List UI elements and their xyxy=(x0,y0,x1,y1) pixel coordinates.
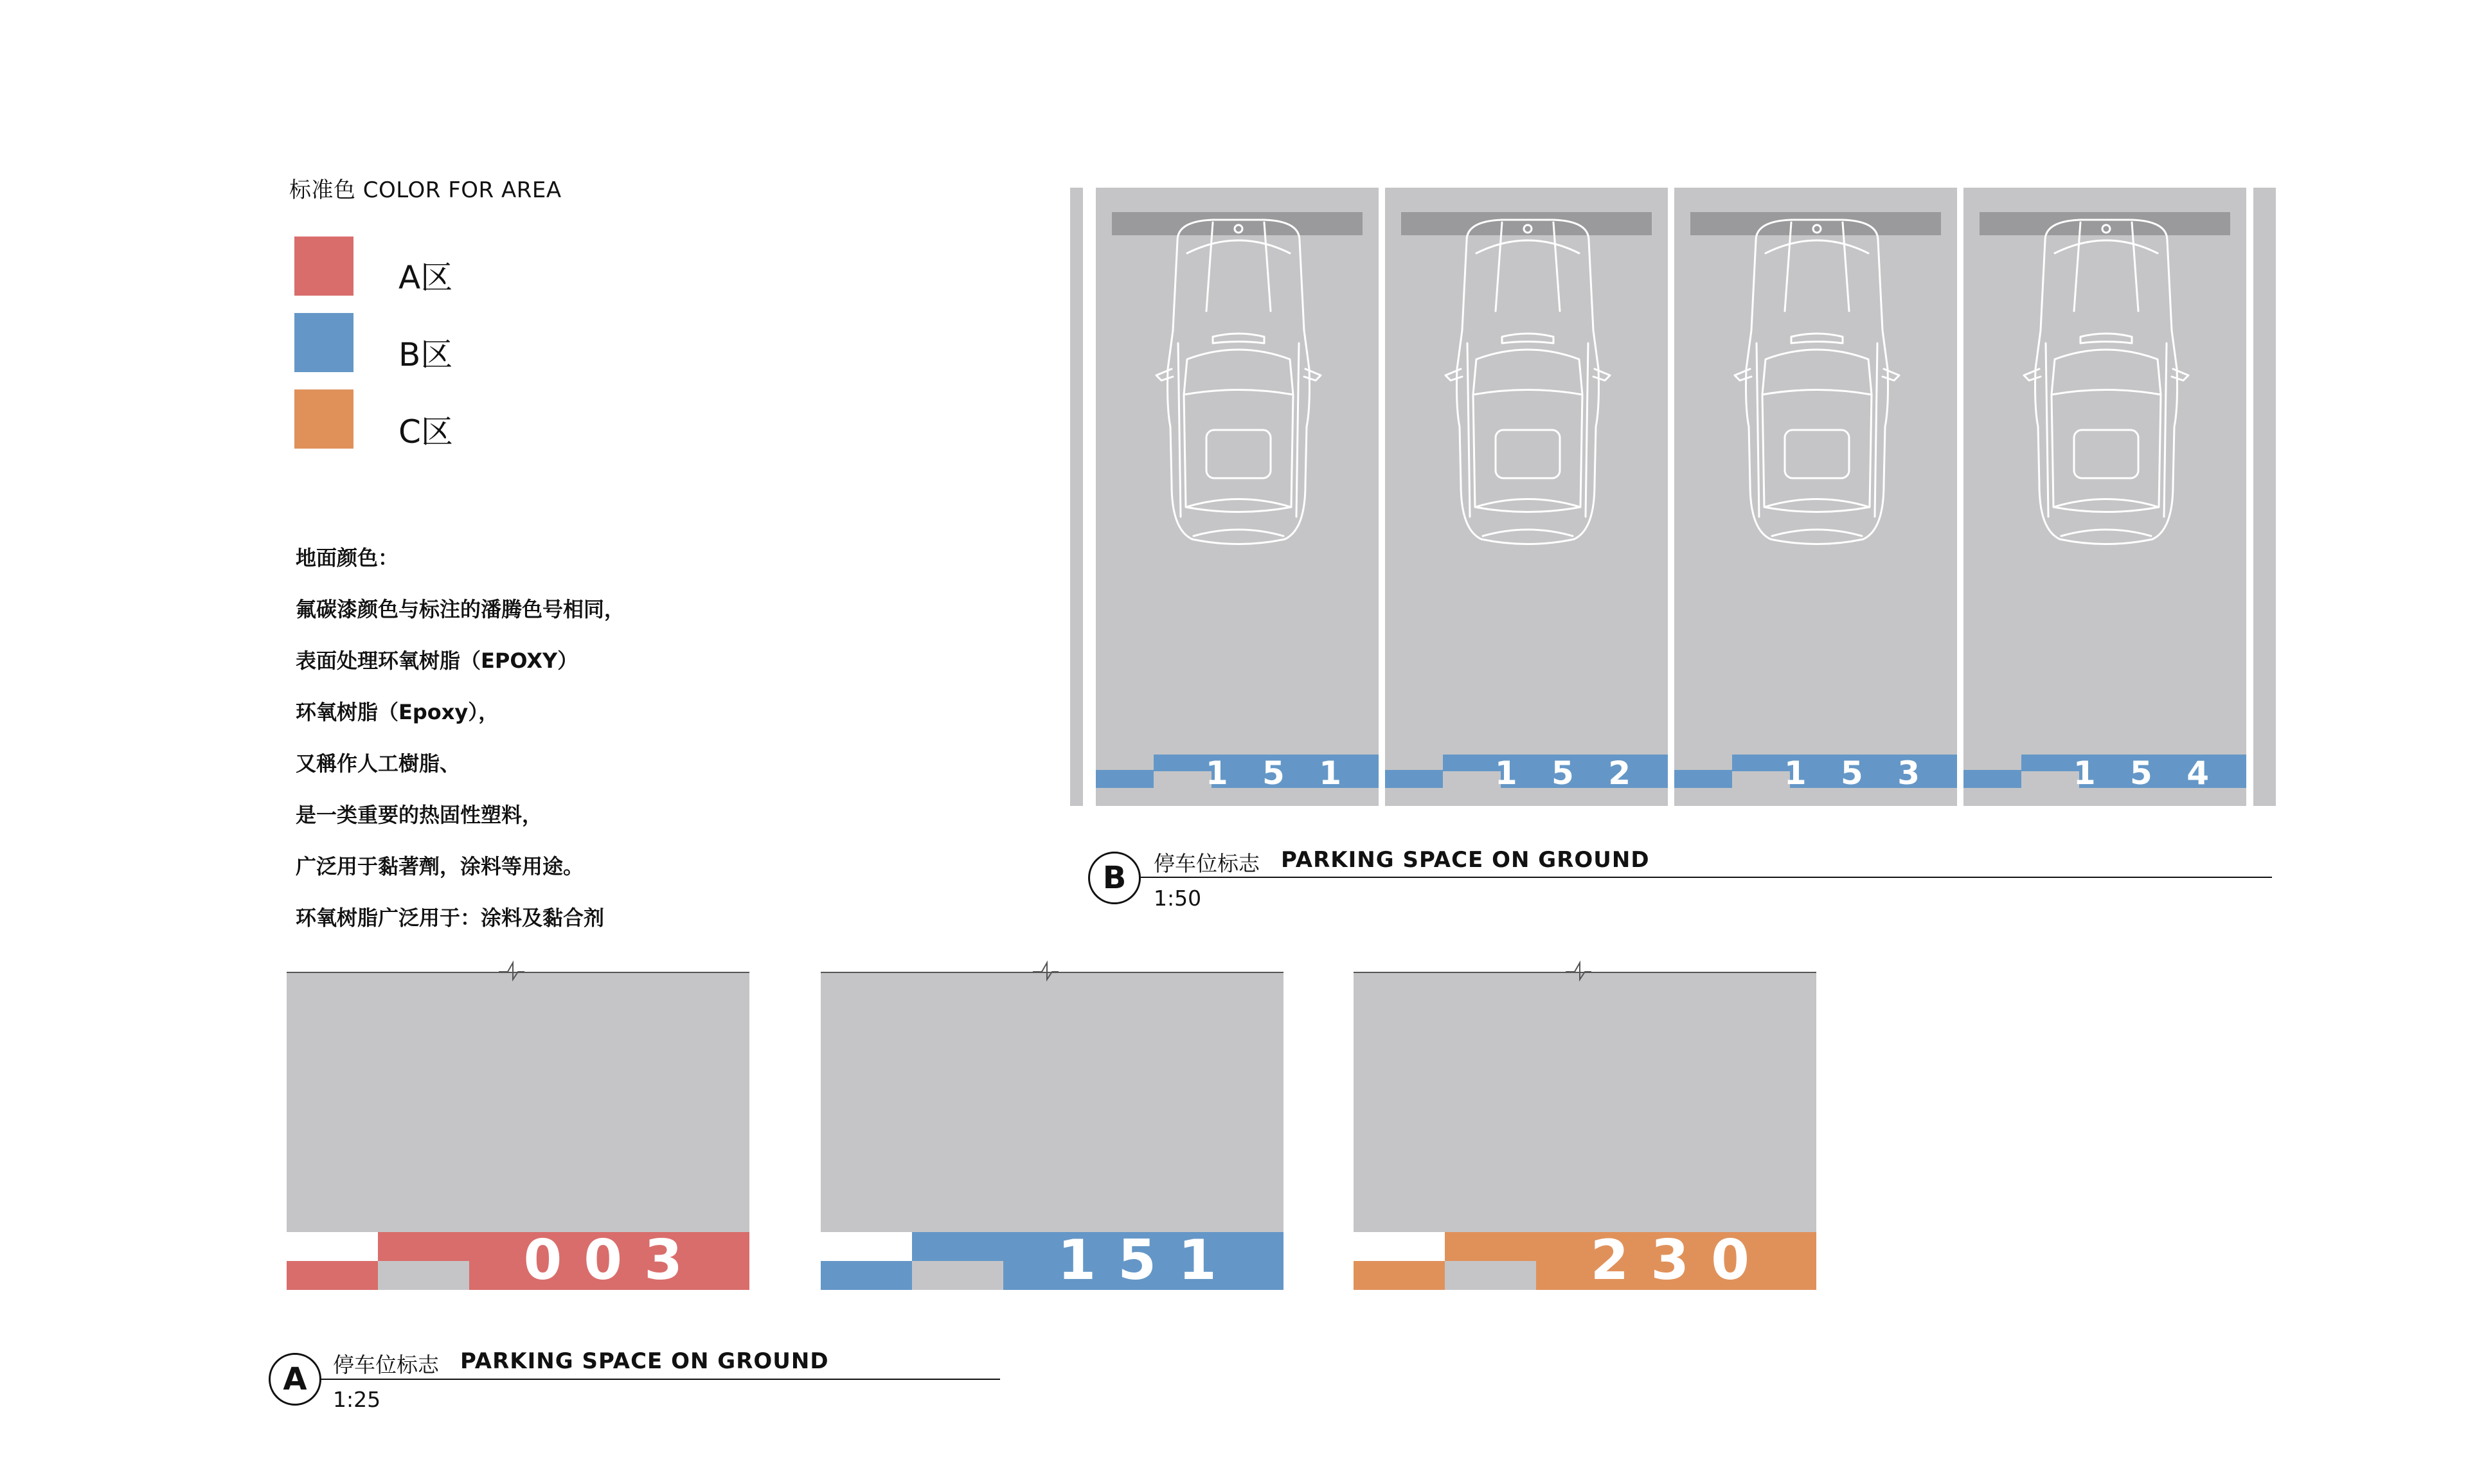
panel-number: 230 xyxy=(1590,1228,1771,1292)
panel-base-grey xyxy=(378,1261,469,1290)
break-mark-icon xyxy=(499,960,524,982)
note-line: 环氧树脂广泛用于：涂料及黏合剂 xyxy=(296,906,605,930)
break-mark-icon xyxy=(1033,960,1059,982)
note-line: 氟碳漆颜色与标注的潘腾色号相同， xyxy=(296,597,625,621)
bay-number: 1 5 1 xyxy=(1205,755,1353,792)
panel-ground xyxy=(821,972,1283,1232)
panel-base-left xyxy=(287,1261,378,1290)
swatch-label-a: A区 xyxy=(398,259,453,296)
bay-base-left xyxy=(1385,770,1443,788)
bay-edge-left xyxy=(1070,188,1083,806)
panel-base-grey xyxy=(1445,1261,1536,1290)
break-mark-icon xyxy=(1566,960,1591,982)
panel-b xyxy=(821,972,1283,1290)
note-line: 又稱作人工樹脂、 xyxy=(296,751,461,776)
swatch-b xyxy=(294,313,353,372)
panel-ground xyxy=(1354,972,1816,1232)
bay-number: 1 5 3 xyxy=(1784,755,1931,792)
bay-base-left xyxy=(1963,770,2021,788)
caption-a-cn: 停车位标志 xyxy=(333,1352,439,1377)
bay-153 xyxy=(1674,188,1957,806)
bay-edge-right xyxy=(2253,188,2276,806)
caption-b-cn: 停车位标志 xyxy=(1154,851,1260,876)
ground-color-notes xyxy=(296,519,625,956)
caption-b-en: PARKING SPACE ON GROUND xyxy=(1281,847,1650,873)
bay-base-grey xyxy=(1443,770,1501,788)
bay-152 xyxy=(1385,188,1668,806)
swatch-label-c: C区 xyxy=(398,413,453,451)
bay-ground xyxy=(1385,188,1668,806)
bay-number: 1 5 2 xyxy=(1494,755,1642,792)
bay-base-grey xyxy=(2021,770,2079,788)
panel-number: 151 xyxy=(1057,1228,1238,1292)
bay-151 xyxy=(1096,188,1379,806)
panel-base-left xyxy=(1354,1261,1445,1290)
caption-a-badge: A xyxy=(269,1353,321,1406)
bay-base-left xyxy=(1674,770,1732,788)
panel-number: 003 xyxy=(523,1228,704,1292)
panel-base-left xyxy=(821,1261,912,1290)
panel-a xyxy=(287,972,749,1290)
panel-base-grey xyxy=(912,1261,1003,1290)
note-line: 广泛用于黏著劑，涂料等用途。 xyxy=(296,854,584,879)
caption-b-badge: B xyxy=(1088,852,1141,904)
bay-ground xyxy=(1963,188,2246,806)
caption-a-en: PARKING SPACE ON GROUND xyxy=(460,1348,829,1374)
caption-b-scale: 1:50 xyxy=(1154,886,1202,911)
swatch-a xyxy=(294,237,353,296)
bay-ground xyxy=(1096,188,1379,806)
panel-c xyxy=(1354,972,1816,1290)
bay-base-grey xyxy=(1732,770,1790,788)
parking-bays-plan xyxy=(1070,188,2276,806)
note-line: 环氧树脂（Epoxy）， xyxy=(296,700,499,724)
bay-ground xyxy=(1674,188,1957,806)
panel-ground xyxy=(287,972,749,1232)
caption-a-line xyxy=(321,1379,1000,1380)
note-line: 地面颜色： xyxy=(296,546,399,570)
bay-base-grey xyxy=(1154,770,1212,788)
bay-base-left xyxy=(1096,770,1154,788)
bay-number: 1 5 4 xyxy=(2073,755,2221,792)
note-line: 表面处理环氧树脂（EPOXY） xyxy=(296,648,578,673)
note-line: 是一类重要的热固性塑料， xyxy=(296,803,543,827)
legend-title: 标准色 COLOR FOR AREA xyxy=(289,177,562,203)
swatch-label-b: B区 xyxy=(398,336,453,373)
bay-154 xyxy=(1963,188,2246,806)
caption-a-scale: 1:25 xyxy=(333,1387,381,1412)
caption-b-line xyxy=(1141,877,2272,878)
swatch-c xyxy=(294,389,353,449)
